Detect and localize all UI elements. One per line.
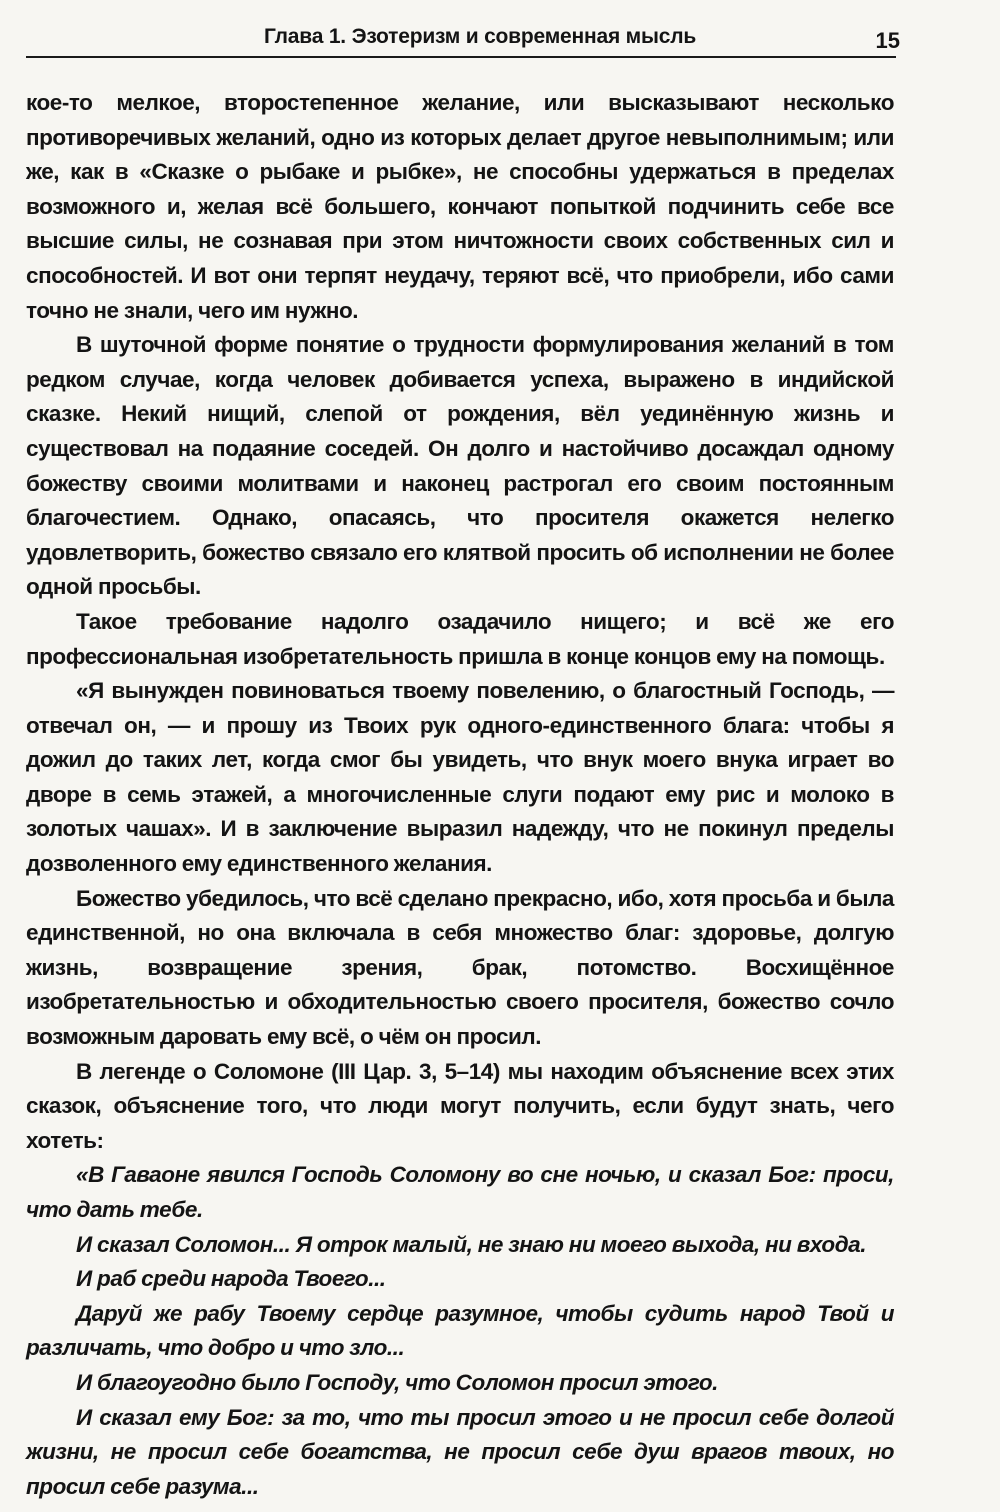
chapter-title: Глава 1. Эзотеризм и современная мысль [264,25,697,48]
paragraph-4: «Я вынужден повиноваться твоему повелению, о благостный Господь, — отвечал он, — и прошу из Твоих рук одного-единственного блага: чтобы я дожил до таких лет, когда смог бы увидеть, что внук моего внука играет во дворе в семь этажей, а многочисленные слуги подают ему рис и молоко в золотых чашах». И в заключение выразил надежду, что не покинул пределы дозволенного ему единственного желания. [26,678,894,877]
paragraph-2: В шуточной форме понятие о трудности формулирования желаний в том редком случае, когда человек добивается успеха, выражено в индийской сказке. Некий нищий, слепой от рождения, вёл уединённую жизнь и существовал на подаяние соседей. Он долго и настойчиво досаждал одному божеству своими молитвами и наконец растрогал его своим постоянным благочестием. Однако, опасаясь, что просителя окажется нелегко удовлетворить, божество связало его клятвой просить об исполнении не более одной просьбы. [26,332,894,600]
scripture-quote-6: И сказал ему Бог: за то, что ты просил этого и не просил себе долгой жизни, не просил себе богатства, не просил себе душ врагов твоих, но просил себе разума... [26,1404,894,1499]
body-text [26,86,894,1504]
scripture-quote-1: «В Гаваоне явился Господь Соломону во сне ночью, и сказал Бог: проси, что дать тебе. [26,1162,894,1222]
scripture-quote-4: Даруй же рабу Твоему сердце разумное, чтобы судить народ Твой и различать, что добро и что зло... [26,1300,894,1361]
running-header [26,22,900,58]
paragraph-1: кое-то мелкое, второстепенное желание, или высказывают несколько противоречивых желаний, одно из которых делает другое невыполнимым; или же, как в «Сказке о рыбаке и рыбке», не способны удержаться в пределах возможного и, желая всё большего, кончают попыткой подчинить себе все высшие силы, не сознавая при этом ничтожности своих собственных сил и способностей. И вот они терпят неудачу, теряют всё, что приобрели, ибо сами точно не знали, чего им нужно. [26,90,894,323]
paragraph-6: В легенде о Соломоне (III Цар. 3, 5–14) мы находим объяснение всех этих сказок, объяснение того, что люди могут получить, если будут знать, чего хотеть: [26,1058,894,1153]
page-number: 15 [875,28,900,53]
scripture-quote-3: И раб среди народа Твоего... [76,1266,386,1292]
scripture-quote-2: И сказал Соломон... Я отрок малый, не знаю ни моего выхода, ни входа. [76,1231,867,1257]
paragraph-5: Божество убедилось, что всё сделано прекрасно, ибо, хотя просьба и была единственной, но она включала в себя множество благ: здоровье, долгую жизнь, возвращение зрения, брак, потомство. Восхищённое изобретательностью и обходительностью своего просителя, божество сочло возможным даровать ему всё, о чём он просил. [26,885,894,1050]
paragraph-3: Такое требование надолго озадачило нищего; и всё же его профессиональная изобретательность пришла в конце концов ему на помощь. [26,608,894,669]
scripture-quote-5: И благоугодно было Господу, что Соломон просил этого. [76,1369,718,1395]
